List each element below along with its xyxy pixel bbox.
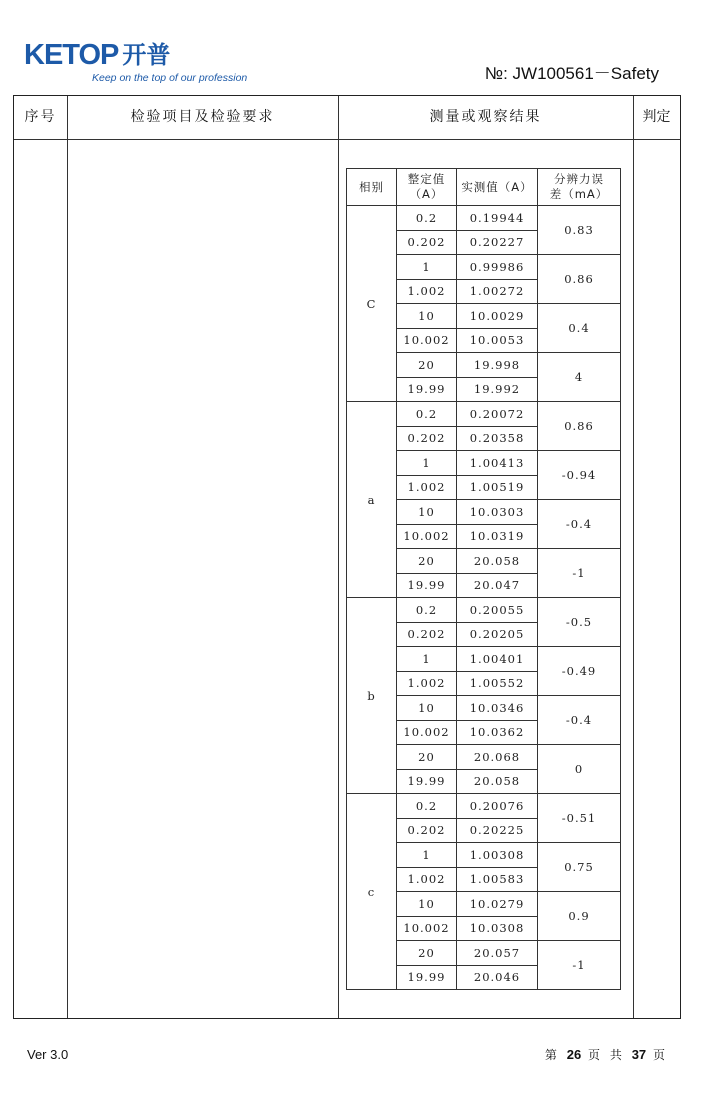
measured-value-cell: 1.00519 xyxy=(457,475,538,500)
column-header-no: 序号 xyxy=(24,109,57,125)
logo-chinese-name: 开普 xyxy=(122,41,171,69)
measurement-header-row xyxy=(347,169,621,206)
phase-cell: a xyxy=(347,402,397,598)
set-value-cell: 19.99 xyxy=(397,573,457,598)
measured-value-cell: 1.00272 xyxy=(457,279,538,304)
measured-value-cell: 20.047 xyxy=(457,573,538,598)
measured-value-cell: 20.058 xyxy=(457,549,538,574)
measured-value-cell: 10.0029 xyxy=(457,304,538,329)
column-header-result: 测量或观察结果 xyxy=(429,109,542,125)
measured-value-cell: 0.20225 xyxy=(457,818,538,843)
set-value-cell: 19.99 xyxy=(397,965,457,990)
measured-value-cell: 0.20076 xyxy=(457,794,538,819)
version-label: Ver 3.0 xyxy=(27,1047,69,1062)
measured-value-cell: 0.19944 xyxy=(457,206,538,231)
set-value-cell: 20 xyxy=(397,353,457,378)
table-row xyxy=(347,402,621,427)
phase-cell: c xyxy=(347,794,397,990)
table-row xyxy=(347,598,621,623)
set-value-cell: 19.99 xyxy=(397,769,457,794)
set-value-cell: 1 xyxy=(397,647,457,672)
set-value-cell: 20 xyxy=(397,941,457,966)
column-divider xyxy=(338,96,339,1018)
measured-value-cell: 19.992 xyxy=(457,377,538,402)
logo-wordmark: KETOP xyxy=(24,39,119,71)
resolution-error-cell: -0.94 xyxy=(538,451,621,500)
set-value-cell: 10.002 xyxy=(397,524,457,549)
set-value-cell: 0.2 xyxy=(397,598,457,623)
set-value-cell: 0.2 xyxy=(397,402,457,427)
resolution-error-cell: -0.4 xyxy=(538,696,621,745)
column-divider xyxy=(633,96,634,1018)
measured-value-cell: 10.0362 xyxy=(457,720,538,745)
resolution-error-cell: 0.9 xyxy=(538,892,621,941)
table-row xyxy=(347,794,621,819)
resolution-error-cell: 4 xyxy=(538,353,621,402)
measured-value-cell: 20.046 xyxy=(457,965,538,990)
set-value-cell: 0.2 xyxy=(397,206,457,231)
measured-value-cell: 1.00413 xyxy=(457,451,538,476)
header-divider xyxy=(14,139,680,140)
set-value-cell: 10 xyxy=(397,696,457,721)
measured-value-cell: 10.0319 xyxy=(457,524,538,549)
set-value-cell: 10 xyxy=(397,892,457,917)
resolution-error-cell: 0 xyxy=(538,745,621,794)
measured-value-cell: 1.00308 xyxy=(457,843,538,868)
resolution-error-cell: -0.51 xyxy=(538,794,621,843)
set-value-cell: 0.202 xyxy=(397,426,457,451)
resolution-error-cell: -0.49 xyxy=(538,647,621,696)
measured-value-cell: 0.20227 xyxy=(457,230,538,255)
set-value-cell: 0.2 xyxy=(397,794,457,819)
measured-value-cell: 10.0303 xyxy=(457,500,538,525)
header-set-value: 整定值 （A） xyxy=(397,169,457,206)
measured-value-cell: 1.00401 xyxy=(457,647,538,672)
resolution-error-cell: 0.86 xyxy=(538,255,621,304)
set-value-cell: 19.99 xyxy=(397,377,457,402)
resolution-error-cell: -1 xyxy=(538,941,621,990)
set-value-cell: 0.202 xyxy=(397,818,457,843)
measured-value-cell: 0.20072 xyxy=(457,402,538,427)
set-value-cell: 20 xyxy=(397,549,457,574)
set-value-cell: 10.002 xyxy=(397,328,457,353)
measured-value-cell: 10.0279 xyxy=(457,892,538,917)
resolution-error-cell: 0.75 xyxy=(538,843,621,892)
phase-cell: b xyxy=(347,598,397,794)
measured-value-cell: 20.057 xyxy=(457,941,538,966)
measured-value-cell: 0.20358 xyxy=(457,426,538,451)
resolution-error-cell: 0.86 xyxy=(538,402,621,451)
page-total: 37 xyxy=(631,1047,647,1062)
set-value-cell: 1 xyxy=(397,451,457,476)
table-row xyxy=(347,206,621,231)
measured-value-cell: 0.20055 xyxy=(457,598,538,623)
set-value-cell: 1.002 xyxy=(397,671,457,696)
measurement-body xyxy=(347,206,621,990)
set-value-cell: 1.002 xyxy=(397,279,457,304)
header-phase: 相别 xyxy=(347,169,397,206)
resolution-error-cell: -1 xyxy=(538,549,621,598)
set-value-cell: 1 xyxy=(397,843,457,868)
measurement-table xyxy=(346,168,621,990)
measured-value-cell: 1.00552 xyxy=(457,671,538,696)
set-value-cell: 1.002 xyxy=(397,867,457,892)
measured-value-cell: 10.0346 xyxy=(457,696,538,721)
column-divider xyxy=(67,96,68,1018)
set-value-cell: 20 xyxy=(397,745,457,770)
page-current: 26 xyxy=(566,1047,582,1062)
measured-value-cell: 10.0053 xyxy=(457,328,538,353)
set-value-cell: 1 xyxy=(397,255,457,280)
measured-value-cell: 19.998 xyxy=(457,353,538,378)
header-measured-value: 实测值（A） xyxy=(457,169,538,206)
column-header-verdict: 判定 xyxy=(642,109,671,125)
resolution-error-cell: 0.4 xyxy=(538,304,621,353)
measured-value-cell: 10.0308 xyxy=(457,916,538,941)
set-value-cell: 10 xyxy=(397,304,457,329)
set-value-cell: 10 xyxy=(397,500,457,525)
set-value-cell: 0.202 xyxy=(397,230,457,255)
resolution-error-cell: 0.83 xyxy=(538,206,621,255)
measured-value-cell: 20.058 xyxy=(457,769,538,794)
set-value-cell: 1.002 xyxy=(397,475,457,500)
set-value-cell: 10.002 xyxy=(397,916,457,941)
phase-cell: C xyxy=(347,206,397,402)
set-value-cell: 0.202 xyxy=(397,622,457,647)
company-logo xyxy=(24,38,247,84)
measured-value-cell: 20.068 xyxy=(457,745,538,770)
measured-value-cell: 0.99986 xyxy=(457,255,538,280)
set-value-cell: 10.002 xyxy=(397,720,457,745)
resolution-error-cell: -0.4 xyxy=(538,500,621,549)
measured-value-cell: 1.00583 xyxy=(457,867,538,892)
measured-value-cell: 0.20205 xyxy=(457,622,538,647)
column-header-item: 检验项目及检验要求 xyxy=(130,109,275,125)
logo-slogan: Keep on the top of our profession xyxy=(92,72,248,84)
resolution-error-cell: -0.5 xyxy=(538,598,621,647)
page-indicator: 第 26 页 共 37 页 xyxy=(544,1047,668,1062)
document-number: №: JW100561－Safety xyxy=(484,64,659,83)
header-resolution-error: 分辨力误 差（mA） xyxy=(538,169,621,206)
